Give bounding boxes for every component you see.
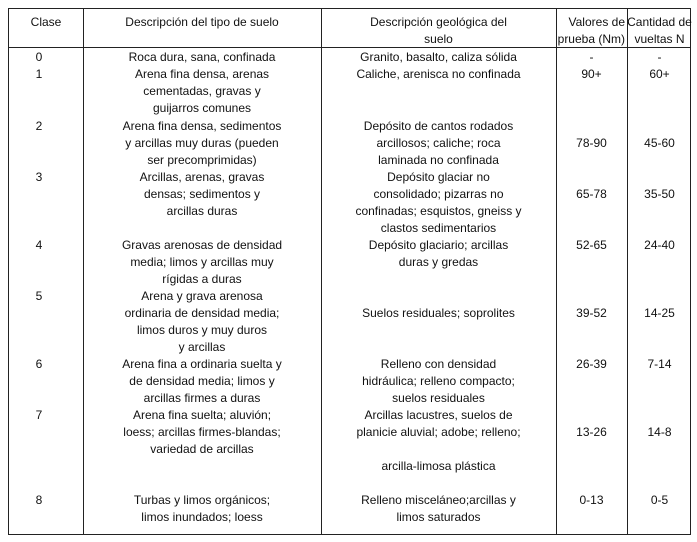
cell-tipo-suelo xyxy=(83,49,321,66)
cell-tipo-suelo-line: limos duros y muy duros xyxy=(136,323,268,337)
cell-tipo-suelo-line: ordinaria de densidad media; xyxy=(124,306,280,320)
soil-classification-table xyxy=(8,8,691,535)
header-line: Cantidad de xyxy=(627,15,692,29)
cell-tipo-suelo-line: variedad de arcillas xyxy=(150,442,254,456)
header-tipo-suelo: Descripción del tipo de suelo xyxy=(125,15,279,29)
header-cantidad-vueltas xyxy=(627,14,692,48)
cell-descripcion-geologica-line: Depósito de cantos rodados xyxy=(363,119,514,133)
cell-tipo-suelo xyxy=(83,407,321,458)
cell-tipo-suelo-line: y arcillas xyxy=(178,340,226,354)
header-line: prueba (Nm) xyxy=(557,32,625,46)
cell-valores-prueba: 39-52 xyxy=(576,306,607,320)
cell-descripcion-geologica-line: duras y gredas xyxy=(398,255,479,269)
cell-cantidad-vueltas: 14-25 xyxy=(644,306,675,320)
cell-tipo-suelo-line: limos inundados; loess xyxy=(141,510,263,524)
cell-tipo-suelo-line: guijarros comunes xyxy=(152,101,252,115)
cell-descripcion-geologica xyxy=(321,305,556,322)
cell-descripcion-geologica xyxy=(321,66,556,83)
cell-tipo-suelo xyxy=(83,237,321,288)
cell-tipo-suelo-line: Arcillas, arenas, gravas xyxy=(139,170,265,184)
cell-valores-prueba: 52-65 xyxy=(576,238,607,252)
cell-valores-prueba: 26-39 xyxy=(576,357,607,371)
cell-tipo-suelo-line: densas; sedimentos y xyxy=(143,187,261,201)
cell-valores-prueba: 0-13 xyxy=(579,493,604,507)
cell-descripcion-geologica xyxy=(321,49,556,66)
cell-tipo-suelo xyxy=(83,169,321,220)
cell-descripcion-geologica-line: arcilla-limosa plástica xyxy=(381,459,496,473)
cell-tipo-suelo-line: Roca dura, sana, confinada xyxy=(128,50,276,64)
cell-clase: 7 xyxy=(35,408,43,422)
cell-cantidad-vueltas: 35-50 xyxy=(644,187,675,201)
cell-tipo-suelo xyxy=(83,118,321,169)
cell-descripcion-geologica-line: clastos sedimentarios xyxy=(380,221,497,235)
cell-descripcion-geologica-line: confinadas; esquistos, gneiss y xyxy=(355,204,522,218)
cell-descripcion-geologica-line: laminada no confinada xyxy=(378,153,499,167)
cell-descripcion-geologica-line: limos saturados xyxy=(396,510,481,524)
cell-tipo-suelo-line: Arena y grava arenosa xyxy=(141,289,263,303)
cell-descripcion-geologica xyxy=(321,237,556,271)
cell-descripcion-geologica-line: Relleno con densidad xyxy=(380,357,497,371)
header-descripcion-geologica xyxy=(321,14,556,48)
cell-descripcion-geologica-line xyxy=(321,441,556,458)
header-line: Valores de xyxy=(568,15,625,29)
cell-descripcion-geologica xyxy=(321,356,556,407)
cell-tipo-suelo-line: cementadas, gravas y xyxy=(143,84,261,98)
cell-cantidad-vueltas: - xyxy=(657,50,662,64)
cell-tipo-suelo-line: media; limos y arcillas muy xyxy=(130,255,274,269)
cell-descripcion-geologica-line: Depósito glaciario; arcillas xyxy=(368,238,509,252)
cell-descripcion-geologica-line: Granito, basalto, caliza sólida xyxy=(360,50,517,64)
cell-clase: 2 xyxy=(35,119,43,133)
cell-descripcion-geologica-line: hidráulica; relleno compacto; xyxy=(362,374,515,388)
cell-descripcion-geologica-line: Suelos residuales; soprolites xyxy=(362,306,515,320)
cell-tipo-suelo-line: Arena fina a ordinaria suelta y xyxy=(122,357,282,371)
cell-tipo-suelo-line: arcillas firmes a duras xyxy=(143,391,261,405)
cell-valores-prueba: 78-90 xyxy=(576,136,607,150)
cell-tipo-suelo-line: Arena fina suelta; aluvión; xyxy=(132,408,272,422)
cell-descripcion-geologica-line: Arcillas lacustres, suelos de xyxy=(364,408,513,422)
cell-cantidad-vueltas: 45-60 xyxy=(644,136,675,150)
cell-clase: 5 xyxy=(35,289,43,303)
cell-clase: 8 xyxy=(35,493,43,507)
cell-cantidad-vueltas: 60+ xyxy=(649,67,670,81)
cell-descripcion-geologica-line: suelos residuales xyxy=(392,391,485,405)
cell-descripcion-geologica xyxy=(321,118,556,169)
cell-descripcion-geologica-line: Caliche, arenisca no confinada xyxy=(356,67,521,81)
header-valores-prueba xyxy=(556,14,627,48)
cell-tipo-suelo-line: ser precomprimidas) xyxy=(147,153,257,167)
header-line: vueltas N xyxy=(634,32,685,46)
cell-descripcion-geologica xyxy=(321,407,556,475)
header-line: Descripción geológica del xyxy=(370,15,507,29)
cell-tipo-suelo-line: de densidad media; limos y xyxy=(129,374,275,388)
cell-tipo-suelo-line: rígidas a duras xyxy=(162,272,242,286)
cell-clase: 6 xyxy=(35,357,43,371)
cell-valores-prueba: 65-78 xyxy=(576,187,607,201)
cell-tipo-suelo xyxy=(83,356,321,407)
cell-descripcion-geologica-line: arcillosos; caliche; roca xyxy=(376,136,501,150)
cell-cantidad-vueltas: 0-5 xyxy=(650,493,669,507)
cell-tipo-suelo xyxy=(83,492,321,526)
cell-valores-prueba: 90+ xyxy=(581,67,602,81)
column-divider xyxy=(627,9,628,534)
cell-tipo-suelo-line: loess; arcillas firmes-blandas; xyxy=(123,425,281,439)
cell-tipo-suelo-line: Arena fina densa, arenas xyxy=(134,67,270,81)
cell-cantidad-vueltas: 7-14 xyxy=(647,357,672,371)
header-line: suelo xyxy=(424,32,453,46)
cell-tipo-suelo xyxy=(83,288,321,356)
cell-descripcion-geologica-line: Relleno misceláneo;arcillas y xyxy=(361,493,516,507)
cell-tipo-suelo-line: Turbas y limos orgánicos; xyxy=(133,493,271,507)
cell-cantidad-vueltas: 24-40 xyxy=(644,238,675,252)
cell-descripcion-geologica-line: Depósito glaciar no xyxy=(387,170,490,184)
cell-descripcion-geologica xyxy=(321,169,556,237)
cell-cantidad-vueltas: 14-8 xyxy=(647,425,672,439)
cell-descripcion-geologica-line: planicie aluvial; adobe; relleno; xyxy=(356,425,521,439)
cell-descripcion-geologica-line: consolidado; pizarras no xyxy=(373,187,504,201)
cell-clase: 4 xyxy=(35,238,43,252)
cell-valores-prueba: 13-26 xyxy=(576,425,607,439)
cell-clase: 0 xyxy=(35,50,43,64)
cell-tipo-suelo-line: Arena fina densa, sedimentos xyxy=(122,119,282,133)
cell-valores-prueba: - xyxy=(589,50,594,64)
cell-clase: 1 xyxy=(35,67,43,81)
cell-tipo-suelo-line: arcillas duras xyxy=(166,204,238,218)
cell-tipo-suelo xyxy=(83,66,321,117)
cell-descripcion-geologica xyxy=(321,492,556,526)
header-clase: Clase xyxy=(30,15,62,29)
cell-tipo-suelo-line: Gravas arenosas de densidad xyxy=(121,238,283,252)
cell-tipo-suelo-line: y arcillas muy duras (pueden xyxy=(125,136,279,150)
cell-clase: 3 xyxy=(35,170,43,184)
column-divider xyxy=(556,9,557,534)
